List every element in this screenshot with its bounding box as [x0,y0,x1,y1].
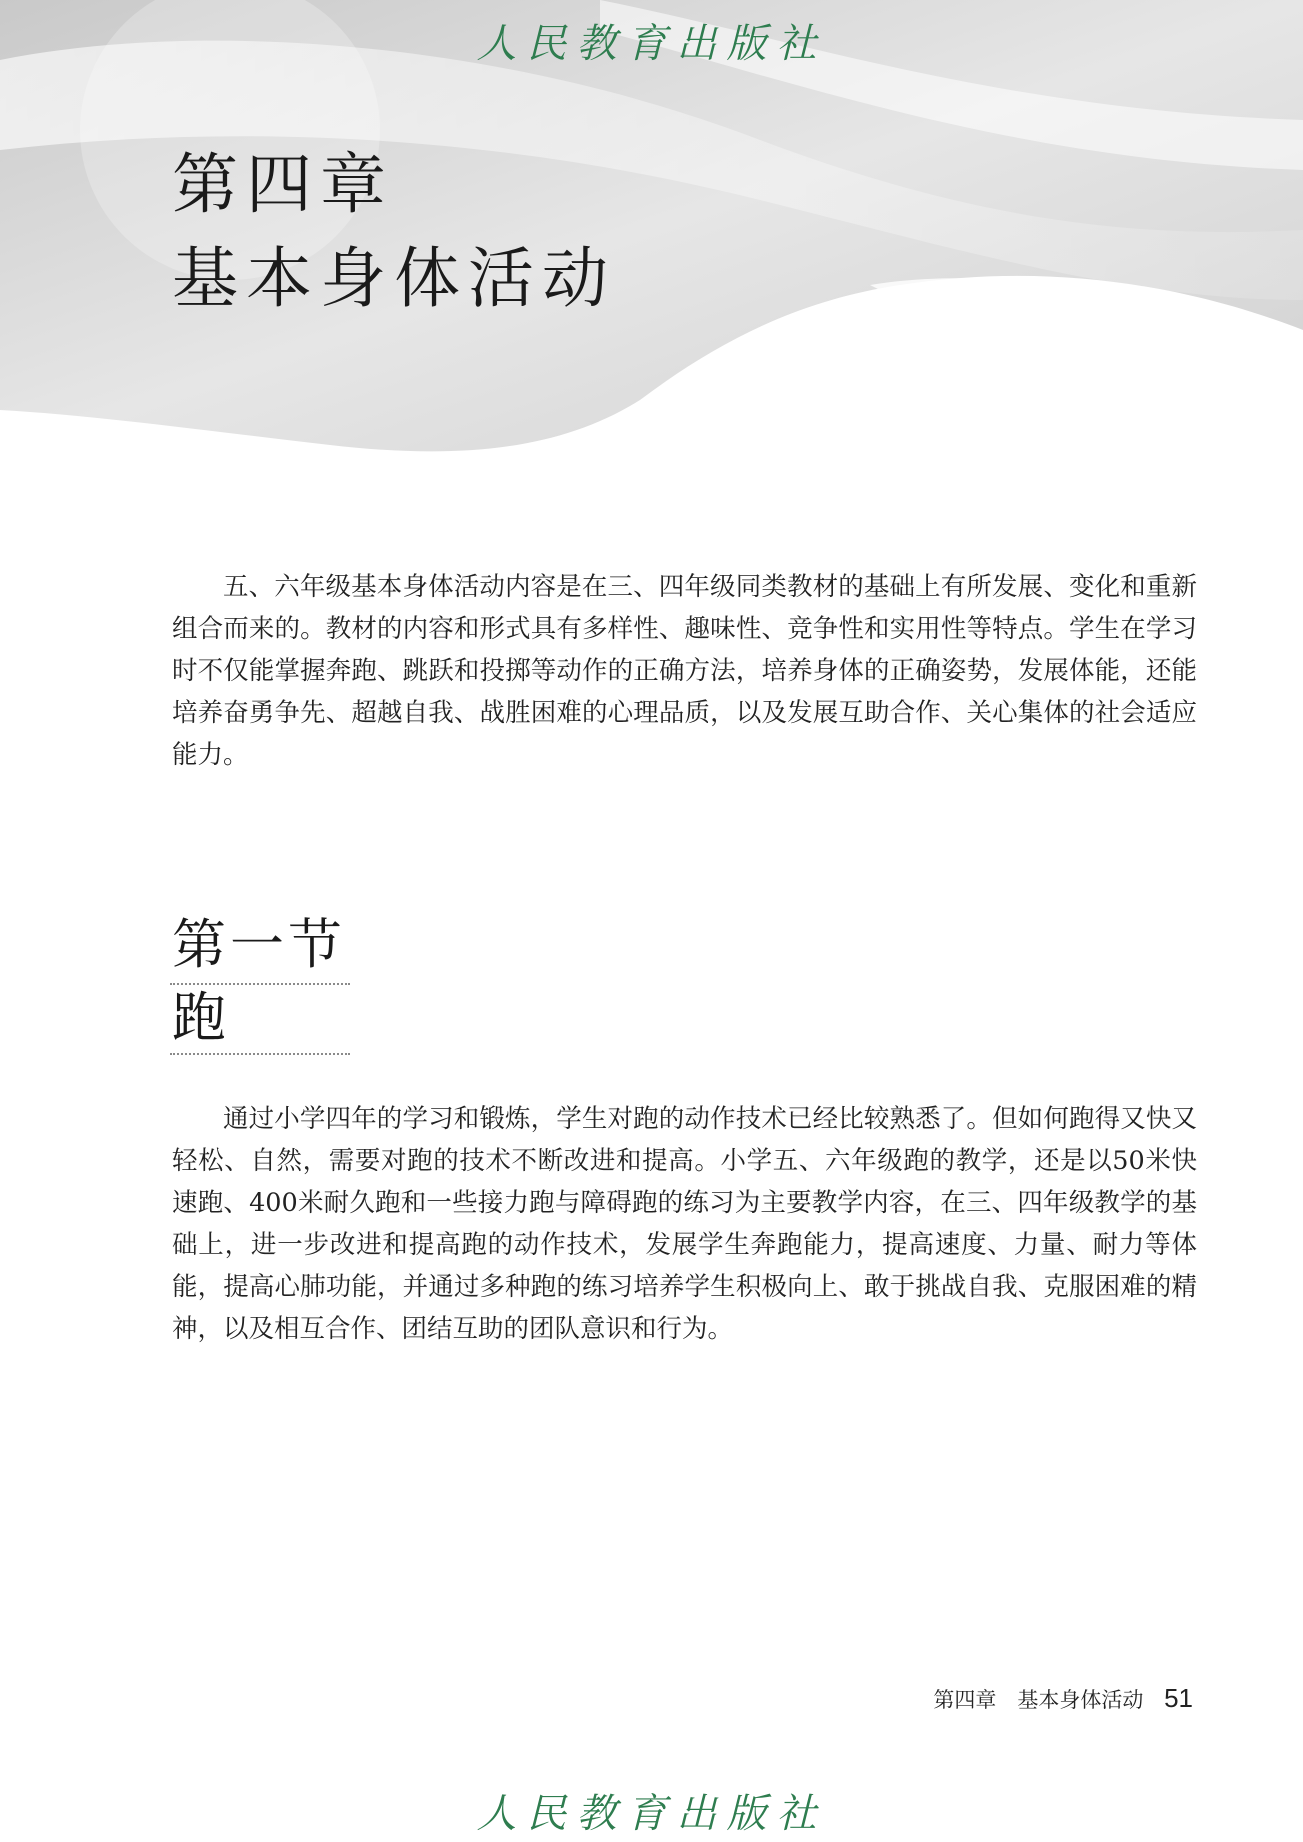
publisher-logo-footer: 人民教育出版社 [476,1791,827,1837]
section-paragraph: 通过小学四年的学习和锻炼，学生对跑的动作技术已经比较熟悉了。但如何跑得又快又轻松、自然，需要对跑的技术不断改进和提高。小学五、六年级跑的教学，还是以50米快速跑、400米耐久跑和一些接力跑与障碍跑的练习为主要教学内容，在三、四年级教学的基础上，进一步改进和提高跑的动作技术，发展学生奔跑能力，提高速度、力量、耐力等体能，提高心肺功能，并通过多种跑的练习培养学生积极向上、敢于挑战自我、克服困难的精神，以及相互合作、团结互助的团队意识和行为。 [172,1104,1197,1344]
page-footer [933,1683,1193,1714]
chapter-title: 基本身体活动 [172,240,616,317]
section-divider [170,1053,350,1055]
section-title: 跑 [172,986,230,1049]
publisher-logo: 人民教育出版社 [476,21,827,67]
chapter-heading [172,138,616,326]
page-number: 51 [1164,1683,1193,1713]
intro-paragraph: 五、六年级基本身体活动内容是在三、四年级同类教材的基础上有所发展、变化和重新组合而来的。教材的内容和形式具有多样性、趣味性、竞争性和实用性等特点。学生在学习时不仅能掌握奔跑、跳跃和投掷等动作的正确方法，培养身体的正确姿势，发展体能，还能培养奋勇争先、超越自我、战胜困难的心理品质，以及发展互助合作、关心集体的社会适应能力。 [172,572,1197,770]
chapter-number: 第四章 [172,146,394,223]
section-number: 第一节 [172,913,346,976]
running-head: 第四章 基本身体活动 [933,1688,1144,1712]
